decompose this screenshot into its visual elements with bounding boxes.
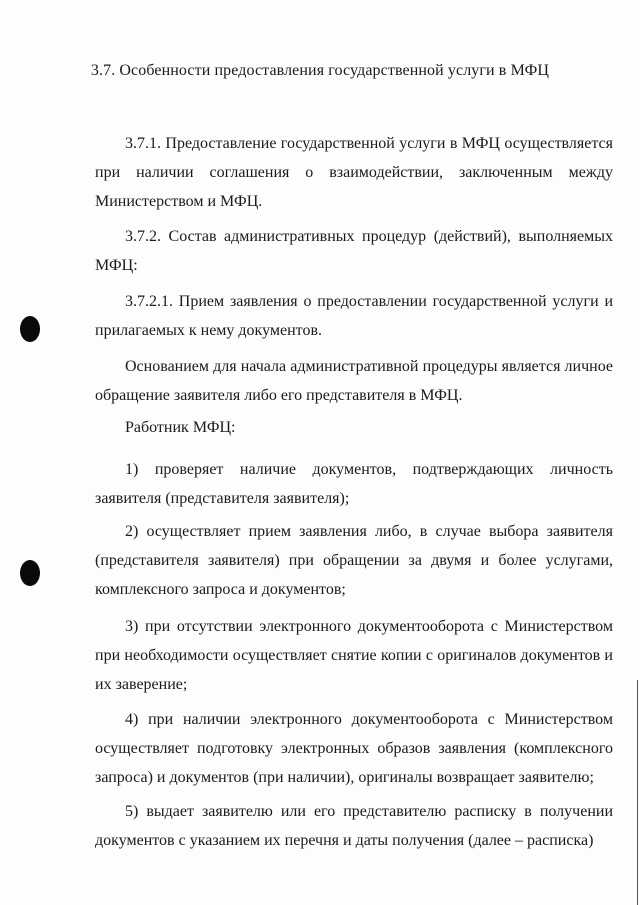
paragraph-worker: Работник МФЦ: xyxy=(125,419,236,436)
list-item-3: 3) при отсутствии электронного документооборота с Министерством при необходимости осуществляет снятие копии с оригиналов документов и их заверение; xyxy=(95,618,613,693)
paragraph-basis: Основанием для начала административной процедуры является личное обращение заявителя либо его представителя в МФЦ. xyxy=(95,358,613,404)
punch-hole-mark xyxy=(20,560,40,586)
list-item-1: 1) проверяет наличие документов, подтверждающих личность заявителя (представителя заявителя); xyxy=(95,461,613,507)
paragraph-3-7-2-1: 3.7.2.1. Прием заявления о предоставлении государственной услуги и прилагаемых к нему документов. xyxy=(95,293,613,339)
paragraph-3-7-1: 3.7.1. Предоставление государственной услуги в МФЦ осуществляется при наличии соглашения о взаимодействии, заключенным между Министерством и МФЦ. xyxy=(95,135,613,210)
paragraph-3-7-2: 3.7.2. Состав административных процедур (действий), выполняемых МФЦ: xyxy=(95,228,613,274)
punch-hole-mark xyxy=(20,316,40,342)
list-item-5: 5) выдает заявителю или его представителю расписку в получении документов с указанием их перечня и даты получения (далее – расписка) xyxy=(95,803,613,849)
list-item-2: 2) осуществляет прием заявления либо, в случае выбора заявителя (представителя заявителя) при обращении за двумя и более услугами, комплексного запроса и документов; xyxy=(95,523,613,598)
section-heading: 3.7. Особенности предоставления государственной услуги в МФЦ xyxy=(90,62,550,79)
list-item-4: 4) при наличии электронного документооборота с Министерством осуществляет подготовку электронных образов заявления (комплексного запроса) и документов (при наличии), оригиналы возвращает заявителю; xyxy=(95,711,613,786)
scan-edge-line xyxy=(637,680,638,905)
